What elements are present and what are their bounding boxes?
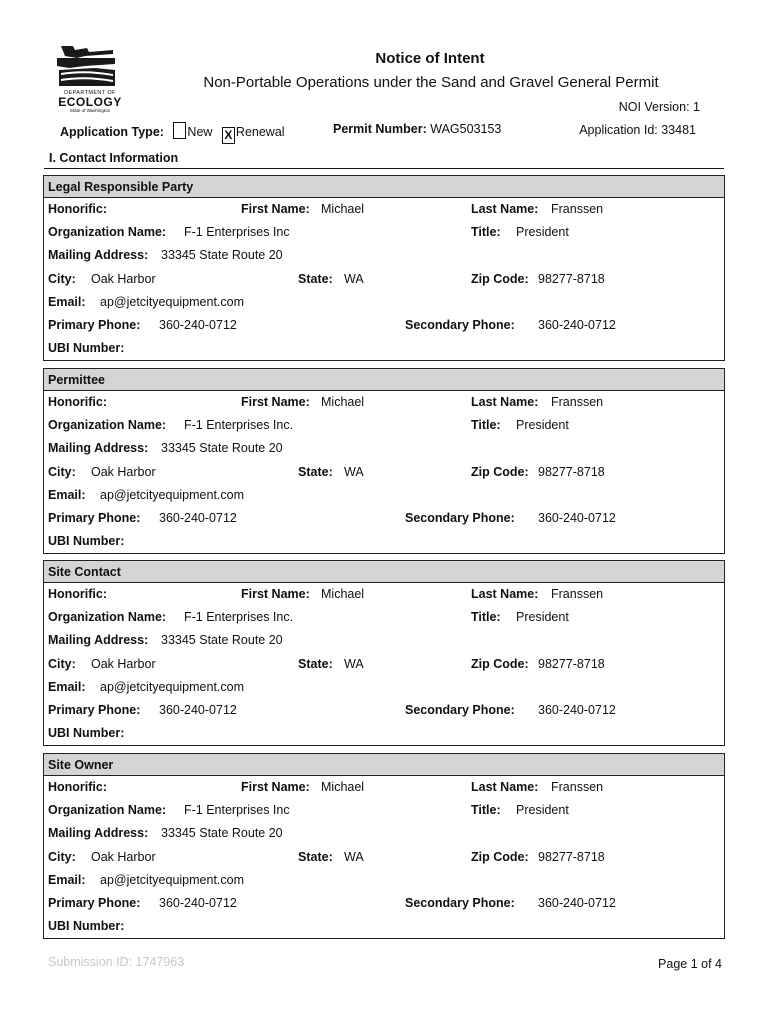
form-row xyxy=(44,629,724,652)
secondary-phone-label: Secondary Phone: xyxy=(405,895,515,910)
page-subtitle: Non-Portable Operations under the Sand and Gravel General Permit xyxy=(203,74,659,91)
primary-phone-label: Primary Phone: xyxy=(48,510,141,525)
zip-label: Zip Code: xyxy=(471,271,529,286)
zip-value: 98277-8718 xyxy=(538,849,605,864)
form-row xyxy=(44,437,724,460)
form-row xyxy=(44,653,724,676)
form-row xyxy=(44,461,724,484)
form-row xyxy=(44,869,724,892)
state-value: WA xyxy=(344,271,364,286)
mailing-label: Mailing Address: xyxy=(48,441,149,456)
form-row xyxy=(44,846,724,869)
primary-phone-label: Primary Phone: xyxy=(48,317,141,332)
title-label: Title: xyxy=(471,610,501,625)
zip-label: Zip Code: xyxy=(471,656,529,671)
honorific-label: Honorific: xyxy=(48,395,108,409)
mailing-label: Mailing Address: xyxy=(48,248,149,263)
section-title: I. Contact Information xyxy=(49,151,179,165)
first-name-label: First Name: xyxy=(241,202,310,216)
mailing-value: 33345 State Route 20 xyxy=(161,248,283,263)
first-name-label: First Name: xyxy=(241,587,310,601)
secondary-phone-label: Secondary Phone: xyxy=(405,510,515,525)
city-label: City: xyxy=(48,849,76,864)
contact-group-heading: Permittee xyxy=(44,369,724,391)
honorific-label: Honorific: xyxy=(48,587,108,601)
form-row xyxy=(44,244,724,267)
zip-value: 98277-8718 xyxy=(538,656,605,671)
form-row xyxy=(44,291,724,314)
noi-version-label: NOI Version: xyxy=(618,100,690,114)
state-label: State: xyxy=(298,271,333,286)
honorific-label: Honorific: xyxy=(48,202,108,216)
title-value: President xyxy=(516,803,569,818)
first-name-value: Michael xyxy=(321,395,365,409)
permit-number-value: WAG503153 xyxy=(430,122,502,136)
title-label: Title: xyxy=(471,803,501,818)
form-row xyxy=(44,722,724,745)
email-value: ap@jetcityequipment.com xyxy=(100,487,245,502)
zip-label: Zip Code: xyxy=(471,849,529,864)
noi-version-value: 1 xyxy=(693,100,700,114)
application-type-label: Application Type: xyxy=(60,125,164,139)
form-row xyxy=(44,606,724,629)
email-label: Email: xyxy=(48,679,86,694)
secondary-phone-value: 360-240-0712 xyxy=(538,317,616,332)
contact-group-heading: Site Contact xyxy=(44,561,724,583)
ubi-label: UBI Number: xyxy=(48,919,125,934)
organization-label: Organization Name: xyxy=(48,803,167,818)
state-label: State: xyxy=(298,656,333,671)
form-row xyxy=(44,484,724,507)
mailing-label: Mailing Address: xyxy=(48,826,149,841)
renewal-checkbox-label: Renewal xyxy=(235,125,285,139)
form-row xyxy=(44,583,724,606)
city-value: Oak Harbor xyxy=(91,271,156,286)
last-name-label: Last Name: xyxy=(471,202,539,216)
secondary-phone-value: 360-240-0712 xyxy=(538,895,616,910)
city-value: Oak Harbor xyxy=(91,656,156,671)
form-row xyxy=(44,337,724,360)
email-label: Email: xyxy=(48,294,86,309)
primary-phone-value: 360-240-0712 xyxy=(159,702,237,717)
organization-label: Organization Name: xyxy=(48,418,167,433)
mailing-value: 33345 State Route 20 xyxy=(161,441,283,456)
contact-group-heading: Site Owner xyxy=(44,754,724,776)
email-value: ap@jetcityequipment.com xyxy=(100,294,245,309)
email-value: ap@jetcityequipment.com xyxy=(100,872,245,887)
form-row xyxy=(44,892,724,915)
form-row xyxy=(44,822,724,845)
organization-label: Organization Name: xyxy=(48,610,167,625)
last-name-label: Last Name: xyxy=(471,587,539,601)
city-label: City: xyxy=(48,656,76,671)
new-checkbox-label: New xyxy=(187,125,213,139)
last-name-value: Franssen xyxy=(551,780,604,794)
form-row xyxy=(44,676,724,699)
zip-value: 98277-8718 xyxy=(538,464,605,479)
city-value: Oak Harbor xyxy=(91,849,156,864)
form-row xyxy=(44,221,724,244)
organization-value: F-1 Enterprises Inc. xyxy=(184,610,294,625)
city-label: City: xyxy=(48,271,76,286)
contact-group-site-contact xyxy=(43,560,725,746)
submission-id: Submission ID: 1747963 xyxy=(48,955,185,969)
application-id-value: 33481 xyxy=(661,123,696,137)
form-row xyxy=(44,507,724,530)
zip-value: 98277-8718 xyxy=(538,271,605,286)
city-label: City: xyxy=(48,464,76,479)
state-value: WA xyxy=(344,656,364,671)
ubi-label: UBI Number: xyxy=(48,726,125,741)
form-row xyxy=(44,915,724,938)
primary-phone-label: Primary Phone: xyxy=(48,702,141,717)
primary-phone-value: 360-240-0712 xyxy=(159,510,237,525)
state-value: WA xyxy=(344,849,364,864)
form-row xyxy=(44,268,724,291)
form-row xyxy=(44,391,724,414)
permit-number xyxy=(333,122,501,136)
application-id xyxy=(579,123,696,137)
noi-version xyxy=(619,100,700,114)
first-name-value: Michael xyxy=(321,780,365,794)
mailing-value: 33345 State Route 20 xyxy=(161,633,283,648)
mailing-value: 33345 State Route 20 xyxy=(161,826,283,841)
last-name-label: Last Name: xyxy=(471,395,539,409)
logo-state-text: State of Washington xyxy=(69,108,111,113)
state-label: State: xyxy=(298,464,333,479)
honorific-label: Honorific: xyxy=(48,780,108,794)
last-name-value: Franssen xyxy=(551,587,604,601)
renewal-checkbox[interactable]: X xyxy=(222,127,235,144)
permit-number-label: Permit Number: xyxy=(333,122,427,136)
secondary-phone-value: 360-240-0712 xyxy=(538,702,616,717)
ubi-label: UBI Number: xyxy=(48,534,125,549)
application-id-label: Application Id: xyxy=(579,123,658,137)
first-name-label: First Name: xyxy=(241,780,310,794)
organization-label: Organization Name: xyxy=(48,225,167,240)
primary-phone-label: Primary Phone: xyxy=(48,895,141,910)
title-label: Title: xyxy=(471,418,501,433)
last-name-value: Franssen xyxy=(551,202,604,216)
title-value: President xyxy=(516,225,569,240)
primary-phone-value: 360-240-0712 xyxy=(159,317,237,332)
last-name-label: Last Name: xyxy=(471,780,539,794)
contact-group-legal-responsible-party xyxy=(43,175,725,361)
first-name-value: Michael xyxy=(321,202,365,216)
secondary-phone-label: Secondary Phone: xyxy=(405,317,515,332)
state-label: State: xyxy=(298,849,333,864)
form-row xyxy=(44,530,724,553)
contact-group-site-owner xyxy=(43,753,725,939)
contact-group-heading: Legal Responsible Party xyxy=(44,176,724,198)
form-row xyxy=(44,314,724,337)
ubi-label: UBI Number: xyxy=(48,341,125,356)
first-name-label: First Name: xyxy=(241,395,310,409)
organization-value: F-1 Enterprises Inc xyxy=(184,803,290,818)
form-row xyxy=(44,414,724,437)
city-value: Oak Harbor xyxy=(91,464,156,479)
secondary-phone-label: Secondary Phone: xyxy=(405,702,515,717)
title-value: President xyxy=(516,418,569,433)
last-name-value: Franssen xyxy=(551,395,604,409)
section-divider xyxy=(44,168,724,169)
first-name-value: Michael xyxy=(321,587,365,601)
new-checkbox[interactable] xyxy=(173,122,186,139)
logo-ecology-text: ECOLOGY xyxy=(58,95,122,109)
application-type xyxy=(60,122,285,144)
zip-label: Zip Code: xyxy=(471,464,529,479)
email-value: ap@jetcityequipment.com xyxy=(100,679,245,694)
form-row xyxy=(44,699,724,722)
form-row xyxy=(44,198,724,221)
primary-phone-value: 360-240-0712 xyxy=(159,895,237,910)
title-value: President xyxy=(516,610,569,625)
mailing-label: Mailing Address: xyxy=(48,633,149,648)
organization-value: F-1 Enterprises Inc. xyxy=(184,418,294,433)
form-row xyxy=(44,799,724,822)
secondary-phone-value: 360-240-0712 xyxy=(538,510,616,525)
state-value: WA xyxy=(344,464,364,479)
title-label: Title: xyxy=(471,225,501,240)
form-row xyxy=(44,776,724,799)
logo-department-text: DEPARTMENT OF xyxy=(64,90,116,96)
email-label: Email: xyxy=(48,487,86,502)
contact-group-permittee xyxy=(43,368,725,554)
organization-value: F-1 Enterprises Inc xyxy=(184,225,290,240)
page-number: Page 1 of 4 xyxy=(658,957,722,971)
page-title: Notice of Intent xyxy=(375,50,485,67)
email-label: Email: xyxy=(48,872,86,887)
